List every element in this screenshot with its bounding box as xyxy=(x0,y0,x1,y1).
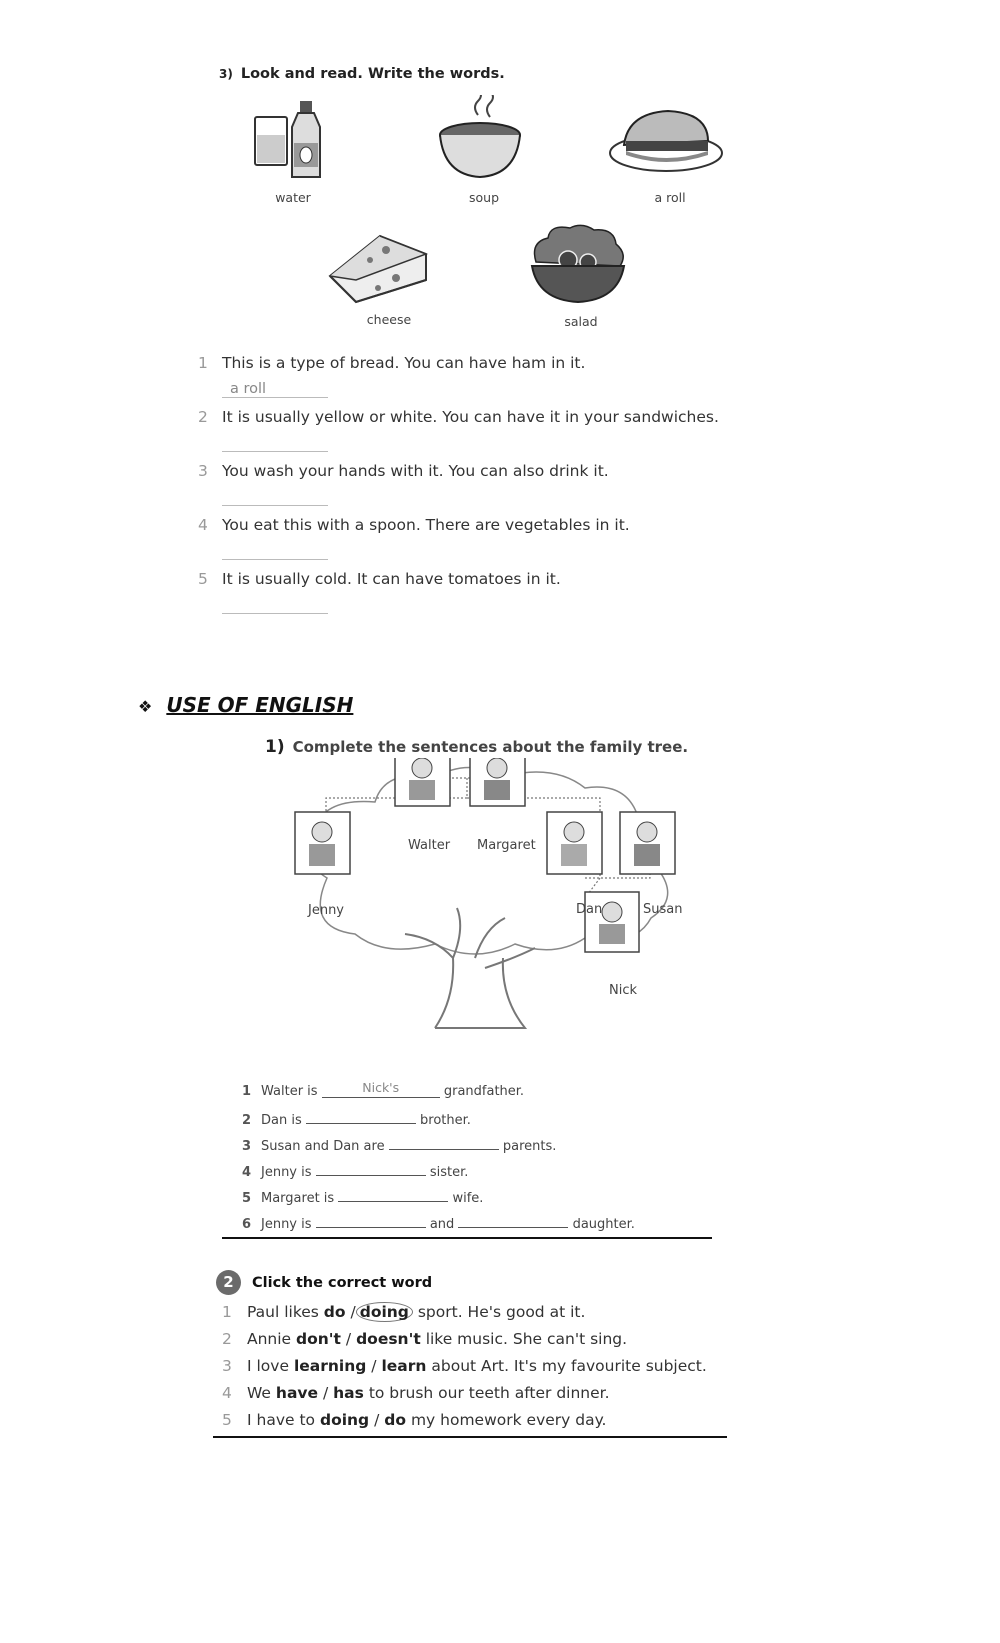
family-tree-title-text: Complete the sentences about the family tree. xyxy=(292,738,689,756)
portrait-walter xyxy=(395,758,450,806)
item-pre: We xyxy=(247,1384,271,1402)
option-separator: / xyxy=(371,1357,377,1375)
question-number: 5 xyxy=(198,570,208,588)
section3-number: 3) xyxy=(219,67,233,81)
item-number: 1 xyxy=(222,1303,232,1321)
bottom-divider-line xyxy=(213,1436,727,1438)
tree-name-susan: Susan xyxy=(643,902,683,917)
tree-name-dan: Dan xyxy=(576,902,603,917)
answer-line-5[interactable] xyxy=(222,613,328,614)
portrait-nick xyxy=(585,892,639,952)
item-post: to brush our teeth after dinner. xyxy=(368,1384,610,1402)
item-number: 4 xyxy=(222,1384,232,1402)
tree-name-walter: Walter xyxy=(408,838,451,853)
click-word-item-4 xyxy=(222,1384,610,1402)
click-word-item-5 xyxy=(222,1411,606,1429)
sentence-pre: Jenny is xyxy=(261,1217,312,1232)
sentence-number: 4 xyxy=(242,1165,252,1180)
exercise-2-badge: 2 xyxy=(216,1270,241,1295)
cheese-icon xyxy=(326,232,436,307)
item-post: like music. She can't sing. xyxy=(425,1330,628,1348)
family-sentence-5 xyxy=(242,1187,483,1206)
click-word-item-1 xyxy=(222,1303,585,1321)
item-number: 5 xyxy=(222,1411,232,1429)
sentence-pre: Walter is xyxy=(261,1084,318,1099)
question-text: It is usually yellow or white. You can have it in your sandwiches. xyxy=(222,408,719,426)
question-text: It is usually cold. It can have tomatoes in it. xyxy=(222,570,561,588)
sentence-answer: Nick's xyxy=(362,1080,400,1095)
family-sentence-6 xyxy=(242,1213,635,1232)
item-pre: Annie xyxy=(247,1330,292,1348)
portrait-jenny xyxy=(295,812,350,874)
item-post: my homework every day. xyxy=(410,1411,607,1429)
sentence-number: 3 xyxy=(242,1139,252,1154)
sentence-blank[interactable] xyxy=(338,1187,448,1202)
question-text: This is a type of bread. You can have ham in it. xyxy=(222,354,586,372)
sentence-pre: Susan and Dan are xyxy=(261,1139,385,1154)
family-sentence-3 xyxy=(242,1135,556,1154)
question-3 xyxy=(198,462,609,480)
item-post: sport. He's good at it. xyxy=(417,1303,586,1321)
sentence-post: brother. xyxy=(420,1113,471,1128)
sentence-post: sister. xyxy=(429,1165,469,1180)
sentence-blank[interactable] xyxy=(389,1135,499,1150)
item-pre: Paul likes xyxy=(247,1303,319,1321)
click-word-item-2 xyxy=(222,1330,627,1348)
item-pre: I have to xyxy=(247,1411,316,1429)
sentence-post: wife. xyxy=(452,1191,484,1206)
sentence-pre: Dan is xyxy=(261,1113,302,1128)
sentence-blank[interactable] xyxy=(316,1161,426,1176)
family-sentence-2 xyxy=(242,1109,471,1128)
section3-title-text: Look and read. Write the words. xyxy=(240,66,505,82)
answer-line-2[interactable] xyxy=(222,451,328,452)
food-label-roll: a roll xyxy=(654,190,686,205)
sentence-blank[interactable] xyxy=(316,1213,426,1228)
portrait-dan xyxy=(547,812,602,874)
question-5 xyxy=(198,570,561,588)
answer-line-1 xyxy=(222,397,328,398)
question-1 xyxy=(198,354,585,372)
family-tree-illustration xyxy=(285,758,705,1058)
question-4 xyxy=(198,516,630,534)
use-of-english-text: USE OF ENGLISH xyxy=(166,693,354,717)
family-sentence-1 xyxy=(242,1080,525,1099)
tree-name-nick: Nick xyxy=(609,983,638,998)
sentence-blank[interactable] xyxy=(458,1213,568,1228)
family-tree-number: 1) xyxy=(265,737,285,757)
divider-line xyxy=(222,1237,712,1239)
item-number: 2 xyxy=(222,1330,232,1348)
answer-line-4[interactable] xyxy=(222,559,328,560)
use-of-english-heading xyxy=(138,693,353,717)
question-2 xyxy=(198,408,719,426)
sentence-number: 2 xyxy=(242,1113,252,1128)
option-1[interactable]: don't xyxy=(296,1330,341,1348)
sentence-number: 6 xyxy=(242,1217,252,1232)
option-separator: / xyxy=(322,1384,329,1402)
family-tree-title xyxy=(265,737,688,757)
water-icon xyxy=(250,95,350,185)
sentence-blank[interactable] xyxy=(322,1080,440,1098)
food-label-water: water xyxy=(275,190,311,205)
option-separator: / xyxy=(350,1303,356,1321)
question-text: You eat this with a spoon. There are vegetables in it. xyxy=(222,516,630,534)
click-word-title: Click the correct word xyxy=(252,1275,433,1291)
salad-icon xyxy=(528,222,628,307)
sentence-post: parents. xyxy=(502,1139,557,1154)
sentence-post: daughter. xyxy=(572,1217,635,1232)
answer-line-3[interactable] xyxy=(222,505,328,506)
soup-icon xyxy=(438,95,528,185)
food-label-salad: salad xyxy=(564,314,598,329)
option-separator: / xyxy=(345,1330,352,1348)
food-label-cheese: cheese xyxy=(366,312,412,327)
portrait-susan xyxy=(620,812,675,874)
section3-title xyxy=(219,66,505,82)
family-sentence-4 xyxy=(242,1161,468,1180)
option-1[interactable]: doing xyxy=(319,1411,370,1429)
sentence-number: 5 xyxy=(242,1191,252,1206)
question-number: 1 xyxy=(198,354,208,372)
option-separator: / xyxy=(374,1411,380,1429)
option-2[interactable]: doesn't xyxy=(356,1330,421,1348)
sentence-number: 1 xyxy=(242,1084,252,1099)
question-text: You wash your hands with it. You can also drink it. xyxy=(222,462,609,480)
option-1[interactable]: learning xyxy=(293,1357,367,1375)
sentence-blank[interactable] xyxy=(306,1109,416,1124)
item-pre: I love xyxy=(247,1357,289,1375)
option-2[interactable]: do xyxy=(384,1411,407,1429)
tree-name-jenny: Jenny xyxy=(308,903,345,918)
roll-icon xyxy=(608,105,728,185)
question-number: 2 xyxy=(198,408,208,426)
diamond-bullet-icon: ❖ xyxy=(138,697,153,716)
answer-1[interactable]: a roll xyxy=(230,381,267,397)
question-number: 3 xyxy=(198,462,208,480)
item-number: 3 xyxy=(222,1357,232,1375)
sentence-post: grandfather. xyxy=(443,1084,525,1099)
click-word-item-3 xyxy=(222,1357,707,1375)
option-1[interactable]: have xyxy=(275,1384,319,1402)
sentence-mid: and xyxy=(429,1217,455,1232)
food-label-soup: soup xyxy=(468,190,500,205)
sentence-pre: Jenny is xyxy=(261,1165,312,1180)
portrait-margaret xyxy=(470,758,525,806)
option-1[interactable]: do xyxy=(323,1303,346,1321)
question-number: 4 xyxy=(198,516,208,534)
option-2[interactable]: learn xyxy=(381,1357,427,1375)
item-post: about Art. It's my favourite subject. xyxy=(431,1357,707,1375)
option-2[interactable]: has xyxy=(333,1384,364,1402)
tree-name-margaret: Margaret xyxy=(477,838,536,853)
option-2-selected[interactable]: doing xyxy=(356,1302,413,1322)
sentence-pre: Margaret is xyxy=(261,1191,335,1206)
